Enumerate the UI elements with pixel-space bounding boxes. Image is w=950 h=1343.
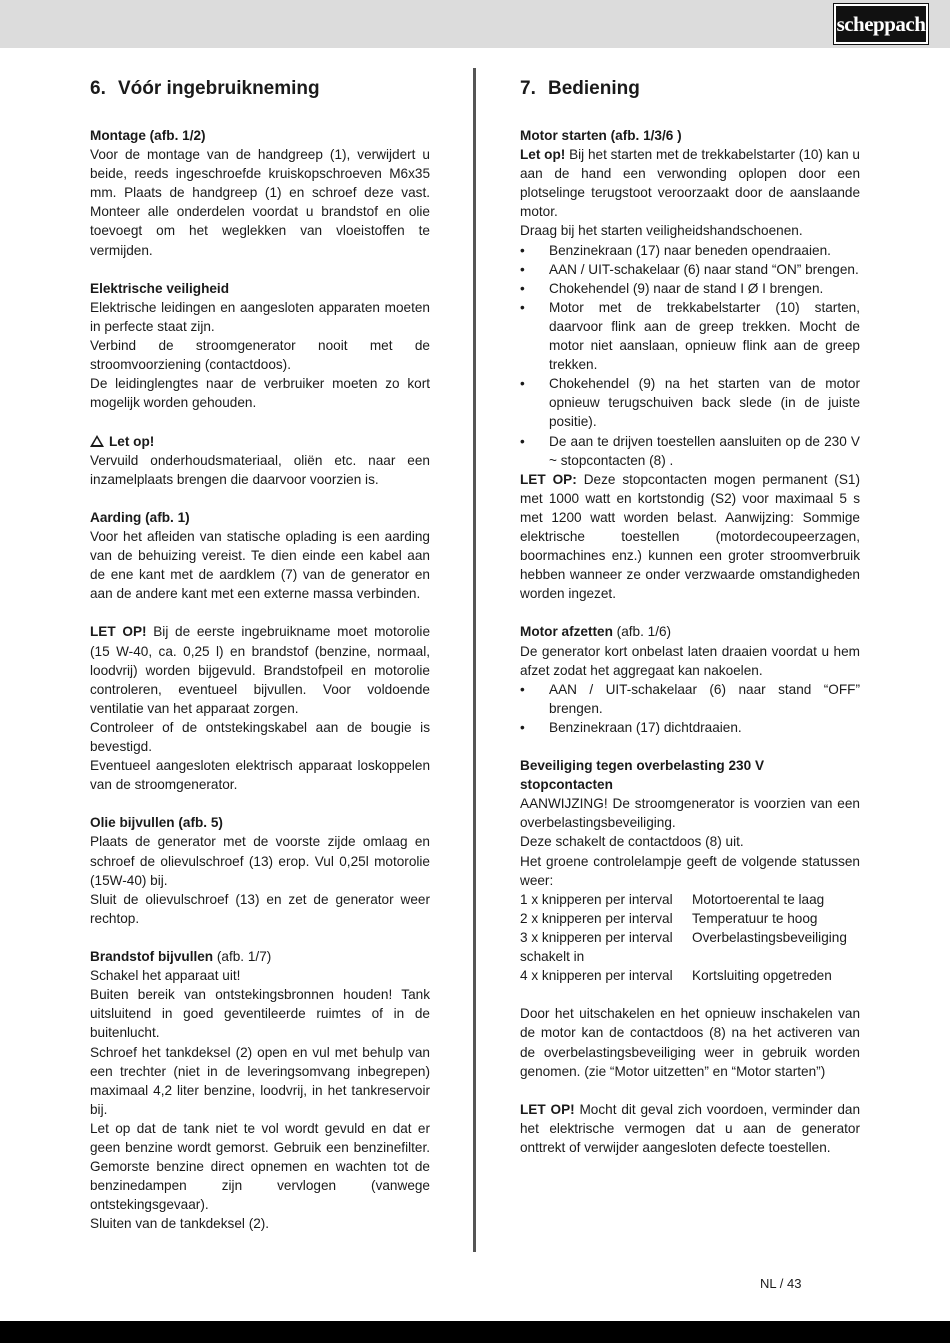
right-column [520, 78, 860, 1157]
brandstof-p4: Let op dat de tank niet te vol wordt gevuld en dat er geen benzine wordt gemorst. Gebruik een benzinefilter. Gemorste benzine direct opnemen en wachten tot de benzinedampen zijn vervlogen (vanwege ontstekingsgevaar). [90, 1120, 430, 1213]
status-row: 2 x knipperen per interval Temperatuur te hoog [520, 910, 818, 926]
beveiliging-heading: Beveiliging tegen overbelasting 230 V stopcontacten [520, 758, 765, 793]
montage-text: Voor de montage van de handgreep (1), verwijdert u beide, reeds ingeschroefde kruiskopschroeven M6x35 mm. Plaats de handgreep (1) en schroef deze vast. Monteer alle onderdelen voordat u brandstof en olie toevoegt om het weglekken van vloeistoffen te vermijden. [90, 147, 430, 258]
left-column [90, 78, 430, 1233]
header-bar [0, 0, 950, 48]
starten-heading: Motor starten (afb. 1/3/6 ) [520, 128, 682, 143]
status-row: 4 x knipperen per interval Kortsluiting opgetreden [520, 968, 832, 984]
montage-heading: Montage (afb. 1/2) [90, 128, 206, 143]
olie-p1: Plaats de generator met de voorste zijde omlaag en schroef de olievulschroef (13) erop. Vul 0,25l motorolie (15W-40) bij. [90, 834, 430, 888]
list-item: • De aan te drijven toestellen aansluiten op de 230 V ~ stopcontacten (8) . [520, 432, 860, 470]
letop-heading: Let op! [90, 432, 430, 451]
status-row: 3 x knipperen per interval Overbelastingsbeveiliging [520, 929, 847, 945]
olie-heading: Olie bijvullen (afb. 5) [90, 815, 223, 831]
section-title-7: 7. Bediening [520, 78, 640, 99]
letop2-p2: Controleer of de ontstekingskabel aan de bougie is bevestigd. [90, 719, 430, 754]
afzetten-p1: De generator kort onbelast laten draaien voordat u hem afzet zodat het aggregaat kan nakoelen. [520, 643, 860, 678]
elektrisch-p2: Verbind de stroomgenerator nooit met de stroomvoorziening (contactdoos). [90, 338, 430, 373]
status-row: 1 x knipperen per interval Motortoerental te laag [520, 891, 825, 907]
brandstof-p5: Sluiten van de tankdeksel (2). [90, 1216, 270, 1232]
starten-letop: Let op! Bij het starten met de trekkabelstarter (10) kan u aan de hand een verwonding oplopen door een plotselinge terugstoot veroorzaakt door de aanslaande motor. [520, 147, 860, 220]
starten-p2: Draag bij het starten veiligheidshandschoenen. [520, 223, 803, 239]
list-item: • Benzinekraan (17) naar beneden opendraaien. [520, 241, 860, 260]
list-item: • Motor met de trekkabelstarter (10) starten, daarvoor flink aan de greep trekken. Mocht de motor niet aanslaan, opnieuw flink aan de greep trekken. [520, 298, 860, 374]
list-item: • AAN / UIT-schakelaar (6) naar stand “ON” brengen. [520, 260, 860, 279]
list-item: • Chokehendel (9) na het starten van de motor opnieuw terugschuiven back slede (in de juiste positie). [520, 374, 860, 431]
beveiliging-p3: Het groene controlelampje geeft de volgende statussen weer: [520, 853, 860, 888]
brandstof-p2: Buiten bereik van ontstekingsbronnen houden! Tank uitsluitend in goed geventileerde ruimtes of in de buitenlucht. [90, 987, 430, 1041]
olie-p2: Sluit de olievulschroef (13) en zet de generator weer rechtop. [90, 891, 430, 926]
afzetten-list [520, 680, 860, 737]
footer-bar [0, 1321, 950, 1343]
letop2-p3: Eventueel aangesloten elektrisch apparaat loskoppelen van de stroomgenerator. [90, 758, 430, 793]
section-title-6: 6. Vóór ingebruikneming [90, 78, 320, 99]
brandstof-heading: Brandstof bijvullen (afb. 1/7) [90, 949, 272, 965]
status-row-cont: schakelt in [520, 949, 585, 965]
brandstof-p1: Schakel het apparaat uit! [90, 968, 241, 984]
brandstof-p3: Schroef het tankdeksel (2) open en vul met behulp van een trechter (niet in de leveringsomvang inbegrepen) maximaal 4,2 liter benzine, loodvrij, in het tankreservoir bij. [90, 1044, 430, 1117]
letop-text: Vervuild onderhoudsmateriaal, oliën etc. naar een inzamelplaats brengen die daarvoor voorzien is. [90, 452, 430, 487]
letop2-text: LET OP! Bij de eerste ingebruikname moet motorolie (15 W-40, ca. 0,25 l) en brandstof (benzine, normaal, loodvrij) worden bijgevuld. Brandstofpeil en motorolie controleren, eventueel bijvullen. Voor voldoende ventilatie van het apparaat zorgen. [90, 624, 431, 716]
starten-list [520, 241, 860, 470]
warning-icon [90, 435, 104, 447]
list-item: • Benzinekraan (17) dichtdraaien. [520, 718, 860, 737]
list-item: • AAN / UIT-schakelaar (6) naar stand “OFF” brengen. [520, 680, 860, 718]
beveiliging-p4: Door het uitschakelen en het opnieuw inschakelen van de motor kan de contactdoos (8) na het activeren van de overbelastingsbeveiliging weer in gebruik worden genomen. (zie “Motor uitzetten” en “Motor starten”) [520, 1006, 860, 1079]
brand-logo: scheppach [834, 4, 928, 44]
list-item: • Chokehendel (9) naar de stand I Ø I brengen. [520, 279, 860, 298]
elektrisch-heading: Elektrische veiligheid [90, 280, 230, 296]
beveiliging-p2: Deze schakelt de contactdoos (8) uit. [520, 834, 744, 850]
elektrisch-p1: Elektrische leidingen en aangesloten apparaten moeten in perfecte staat zijn. [90, 299, 430, 334]
aarding-text: Voor het afleiden van statische oplading is een aarding van de behuizing vereist. Te dien einde een kabel aan de ene kant met de aardklem (7) van de generator en aan de andere kant met een externe massa verbinden. [90, 528, 430, 602]
letop-end: LET OP! Mocht dit geval zich voordoen, verminder dan het elektrische vermogen dat u aan de generator onttrekt of verwijder aangesloten defecte toestellen. [520, 1101, 861, 1155]
afzetten-heading: Motor afzetten (afb. 1/6) [520, 624, 672, 640]
elektrisch-p3: De leidinglengtes naar de verbruiker moeten zo kort mogelijk worden gehouden. [90, 376, 430, 411]
column-divider [473, 68, 476, 1252]
starten-letop2: LET OP: Deze stopcontacten mogen permanent (S1) met 1000 watt en kortstondig (S2) voor maximaal 5 s met 1200 watt worden belast. Aanwijzing: Sommige elektrische toestellen (motordecoupeerzagen, boormachines enz.) kunnen een groter stroomverbruik hebben wanneer ze onder verzwaarde omstandigheden worden ingezet. [520, 471, 860, 602]
beveiliging-p1: AANWIJZING! De stroomgenerator is voorzien van een overbelastingsbeveiliging. [520, 796, 860, 831]
page-number: NL / 43 [760, 1276, 802, 1291]
aarding-heading: Aarding (afb. 1) [90, 509, 190, 525]
